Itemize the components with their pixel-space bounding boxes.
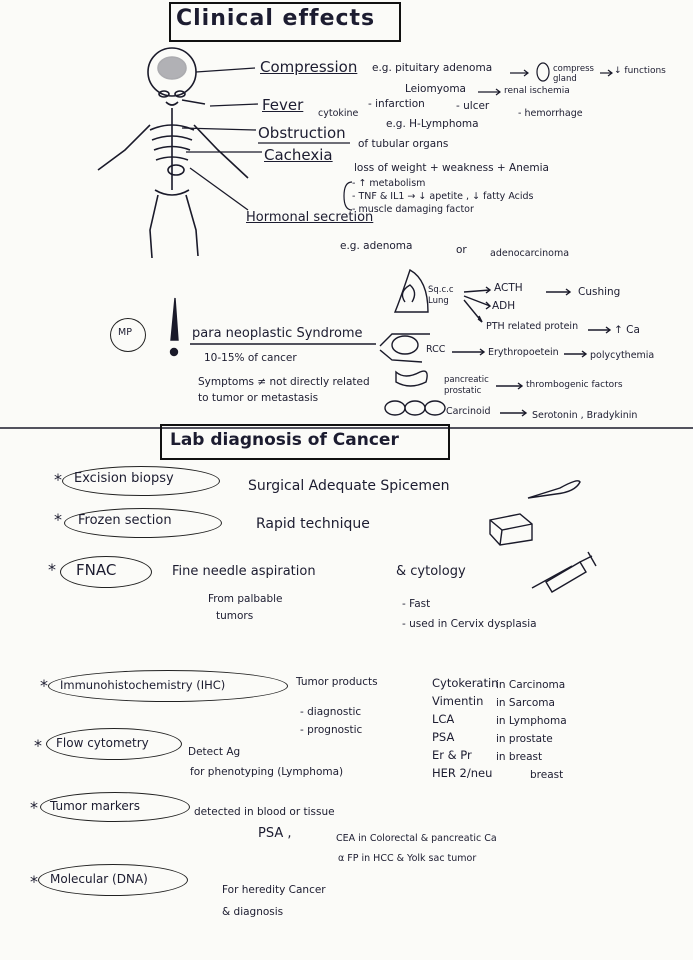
fnac-from-2: tumors xyxy=(216,610,254,622)
ihc-diagnostic: - diagnostic xyxy=(300,706,362,718)
fnac-detail: Fine needle aspiration xyxy=(172,564,316,579)
para-cushing: Cushing xyxy=(578,286,621,298)
para-ca: ↑ Ca xyxy=(614,324,640,336)
flow-phenotyping: for phenotyping (Lymphoma) xyxy=(190,766,344,778)
fever-label: Fever xyxy=(262,96,304,114)
para-rcc: RCC xyxy=(426,344,446,355)
fnac-from-1: From palbable xyxy=(208,593,283,605)
bullet-frozen: * xyxy=(54,510,62,529)
ihc-marker-target: in Lymphoma xyxy=(496,715,567,727)
ihc-marker-target: in Carcinoma xyxy=(496,679,566,691)
skeleton-icon xyxy=(98,48,248,258)
hormonal-or: or xyxy=(456,244,467,256)
fnac-fast: - Fast xyxy=(402,598,431,610)
bullet-fnac: * xyxy=(48,560,56,579)
cachexia-label: Cachexia xyxy=(264,146,333,164)
renal-ischemia-text: renal ischemia xyxy=(504,86,570,96)
fnac-cervix: - used in Cervix dysplasia xyxy=(402,618,537,630)
ihc-label: Immunohistochemistry (IHC) xyxy=(60,678,226,692)
compression-label: Compression xyxy=(260,58,358,76)
para-epo: Erythropoetein xyxy=(488,347,559,358)
excision-label: Excision biopsy xyxy=(74,471,174,486)
tumor-markers-label: Tumor markers xyxy=(50,799,140,813)
obstruction-label: Obstruction xyxy=(258,124,346,142)
mp-badge-label: MP xyxy=(118,327,132,338)
fnac-label: FNAC xyxy=(76,561,117,579)
molecular-detail-2: & diagnosis xyxy=(222,906,284,918)
fever-ulcer: - ulcer xyxy=(456,100,490,112)
ihc-tumor-products: Tumor products xyxy=(296,676,378,688)
ihc-marker-name: LCA xyxy=(432,712,455,726)
frozen-label: Frozen section xyxy=(78,513,172,528)
para-serotonin: Serotonin , Bradykinin xyxy=(532,410,638,421)
bullet-ihc: * xyxy=(40,676,48,695)
tumor-markers-psa: PSA , xyxy=(258,826,292,841)
cachexia-metabolism: - ↑ metabolism xyxy=(352,178,426,189)
bullet-tumor-markers: * xyxy=(30,798,38,817)
ihc-marker-name: Er & Pr xyxy=(432,748,472,762)
ihc-prognostic: - prognostic xyxy=(300,724,363,736)
molecular-detail-1: For heredity Cancer xyxy=(222,884,326,896)
para-desc-1: Symptoms ≠ not directly related xyxy=(198,376,370,388)
cachexia-tnf: - TNF & IL1 → ↓ apetite , ↓ fatty Acids xyxy=(352,191,534,202)
fever-eg: e.g. H-Lymphoma xyxy=(386,118,479,130)
ihc-marker-name: PSA xyxy=(432,730,455,744)
cachexia-muscle: - muscle damaging factor xyxy=(352,204,474,215)
ihc-marker-name: Cytokeratin xyxy=(432,676,499,690)
para-pancreatic: pancreatic xyxy=(444,375,489,385)
leiomyoma-text: Leiomyoma xyxy=(405,83,466,95)
para-range: 10-15% of cancer xyxy=(204,352,297,364)
tumor-markers-detail: detected in blood or tissue xyxy=(194,806,335,818)
para-thrombo: thrombogenic factors xyxy=(526,380,623,390)
para-lung: Sq.c.c Lung xyxy=(428,285,454,306)
cachexia-detail: loss of weight + weakness + Anemia xyxy=(354,162,549,174)
para-desc-2: to tumor or metastasis xyxy=(198,392,319,404)
para-pth: PTH related protein xyxy=(486,321,579,332)
bullet-excision: * xyxy=(54,470,62,489)
clinical-title: Clinical effects xyxy=(176,6,376,31)
frozen-detail: Rapid technique xyxy=(256,516,370,532)
para-poly: polycythemia xyxy=(590,350,655,361)
tumor-markers-cea: CEA in Colorectal & pancreatic Ca xyxy=(336,833,497,844)
fever-infarction: - infarction xyxy=(368,98,425,110)
hormonal-eg: e.g. adenoma xyxy=(340,240,413,252)
compression-arrow-a: compress gland xyxy=(553,64,594,84)
ihc-marker-target: in prostate xyxy=(496,733,553,745)
flow-detect: Detect Ag xyxy=(188,746,241,758)
para-acth: ACTH xyxy=(494,282,523,294)
hormonal-carcinoma: adenocarcinoma xyxy=(490,248,570,259)
ihc-marker-target: in breast xyxy=(496,751,543,763)
para-carcinoid: Carcinoid xyxy=(446,406,491,417)
bullet-flow: * xyxy=(34,736,42,755)
lab-title: Lab diagnosis of Cancer xyxy=(170,430,399,450)
para-title: para neoplastic Syndrome xyxy=(192,326,363,341)
molecular-label: Molecular (DNA) xyxy=(50,872,148,886)
fever-cause: cytokine xyxy=(318,108,359,119)
excision-detail: Surgical Adequate Spicemen xyxy=(248,478,450,494)
para-adh: ADH xyxy=(492,300,516,312)
tumor-markers-afp: α FP in HCC & Yolk sac tumor xyxy=(338,853,477,864)
flow-label: Flow cytometry xyxy=(56,736,149,750)
ihc-marker-target: breast xyxy=(530,769,564,781)
compression-result-a: ↓ functions xyxy=(614,66,666,76)
obstruction-detail: of tubular organs xyxy=(358,138,449,150)
compression-eg: e.g. pituitary adenoma xyxy=(372,62,493,74)
ihc-marker-name: HER 2/neu xyxy=(432,766,493,780)
bullet-molecular: * xyxy=(30,872,38,891)
ihc-marker-name: Vimentin xyxy=(432,694,484,708)
para-prostatic: prostatic xyxy=(444,386,482,396)
fever-hemorrhage: - hemorrhage xyxy=(518,108,583,119)
hormonal-label: Hormonal secretion xyxy=(246,210,374,225)
ihc-marker-target: in Sarcoma xyxy=(496,697,555,709)
fnac-cyto: & cytology xyxy=(396,564,466,579)
